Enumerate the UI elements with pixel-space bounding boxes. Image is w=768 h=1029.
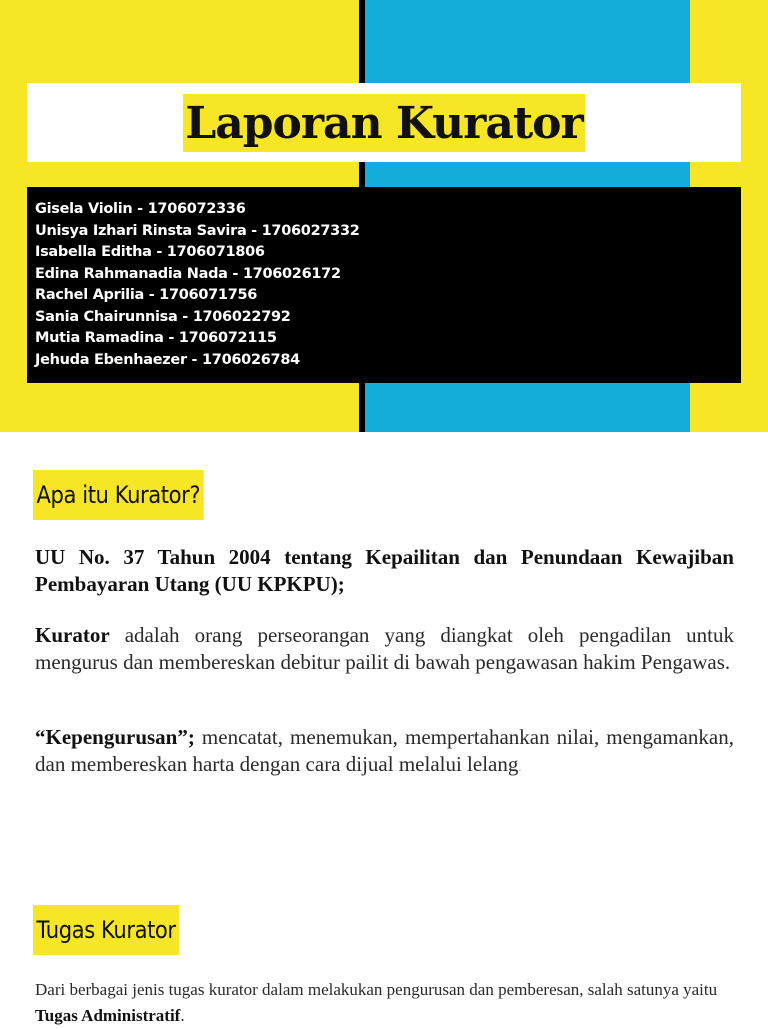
kepengurusan-end: . [518, 760, 522, 774]
tugas-administratif: Tugas Administratif [35, 1006, 181, 1025]
member-item: Edina Rahmanadia Nada - 1706026172 [35, 265, 341, 282]
kepengurusan-term: “Kepengurusan”; [35, 725, 195, 749]
section-heading-apa-itu-kurator: Apa itu Kurator? [33, 470, 204, 520]
tugas-text-body: Dari berbagai jenis tugas kurator dalam melakukan pengurusan dan pemberesan, salah satunya yaitu [35, 980, 718, 999]
members-list [27, 187, 741, 383]
law-reference: UU No. 37 Tahun 2004 tentang Kepailitan dan Penundaan Kewajiban Pembayaran Utang (UU KPKPU); [35, 545, 734, 596]
member-item: Jehuda Ebenhaezer - 1706026784 [35, 351, 300, 368]
tugas-text [35, 977, 734, 1029]
kurator-definition [35, 622, 734, 676]
cover-banner [0, 0, 768, 432]
member-item: Mutia Ramadina - 1706072115 [35, 330, 277, 346]
page-title: Laporan Kurator [183, 94, 584, 152]
member-item: Unisya Izhari Rinsta Savira - 1706027332 [35, 222, 360, 239]
kepengurusan-definition [35, 724, 734, 781]
kurator-definition-text: adalah orang perseorangan yang diangkat oleh pengadilan untuk mengurus dan membereskan debitur pailit di bawah pengawasan hakim Pengawas. [35, 623, 734, 674]
tugas-text-end: . [180, 1006, 185, 1025]
section-heading-tugas-kurator: Tugas Kurator [33, 905, 179, 955]
member-item: Isabella Editha - 1706071806 [35, 244, 265, 260]
kurator-term: Kurator [35, 623, 110, 647]
title-box [27, 83, 741, 162]
member-item: Rachel Aprilia - 1706071756 [35, 287, 258, 303]
member-item: Gisela Violin - 1706072336 [35, 201, 246, 217]
member-item: Sania Chairunnisa - 1706022792 [35, 308, 291, 325]
kepengurusan-definition-text: mencatat, menemukan, mempertahankan nilai, mengamankan, dan membereskan harta dengan cara dijual melalui lelang [35, 725, 734, 776]
